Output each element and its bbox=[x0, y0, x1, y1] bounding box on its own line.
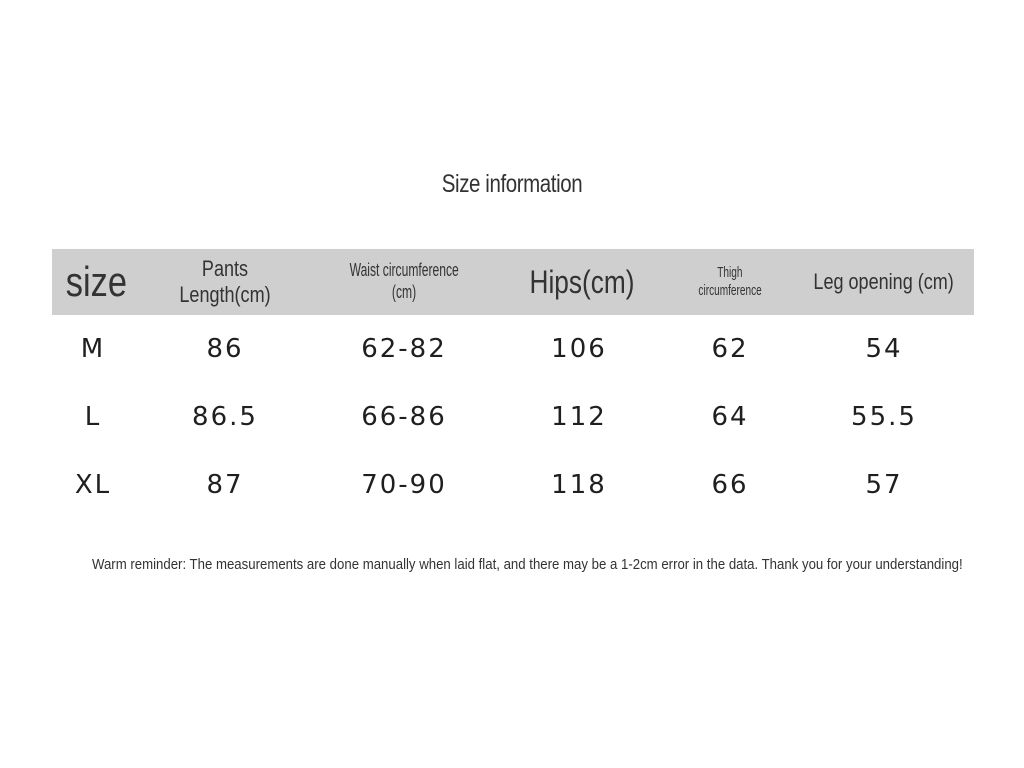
cell-pants-length: 87 bbox=[206, 470, 244, 500]
header-thigh-line1: Thigh bbox=[717, 264, 743, 281]
header-waist-line1: Waist circumference bbox=[349, 260, 459, 281]
header-thigh bbox=[666, 249, 794, 315]
header-waist bbox=[310, 249, 498, 315]
header-size: size bbox=[65, 257, 127, 305]
cell-thigh: 66 bbox=[711, 470, 749, 500]
cell-leg-opening: 54 bbox=[865, 334, 903, 364]
table-row bbox=[52, 315, 974, 383]
table-row bbox=[52, 383, 974, 451]
header-waist-line2: (cm) bbox=[391, 282, 417, 302]
cell-thigh: 64 bbox=[711, 402, 749, 432]
cell-size: L bbox=[84, 402, 102, 432]
cell-pants-length: 86.5 bbox=[192, 402, 258, 432]
cell-hips: 118 bbox=[551, 470, 607, 500]
page-title: Size information bbox=[441, 170, 583, 198]
cell-thigh: 62 bbox=[711, 334, 749, 364]
table-header-row bbox=[52, 249, 974, 315]
cell-size: XL bbox=[74, 470, 112, 500]
header-leg-opening: Leg opening (cm) bbox=[813, 268, 955, 294]
header-pants-length: Pants Length(cm) bbox=[179, 255, 271, 307]
header-hips: Hips(cm) bbox=[529, 263, 635, 300]
warm-reminder-note: Warm reminder: The measurements are done manually when laid flat, and there may be a 1-2cm error in the data. Thank you for your understanding! bbox=[92, 556, 963, 573]
cell-waist: 70-90 bbox=[361, 470, 447, 500]
table-row bbox=[52, 451, 974, 519]
cell-hips: 112 bbox=[551, 402, 607, 432]
cell-hips: 106 bbox=[551, 334, 607, 364]
cell-leg-opening: 57 bbox=[865, 470, 903, 500]
size-table bbox=[52, 249, 974, 519]
cell-waist: 62-82 bbox=[361, 334, 447, 364]
cell-waist: 66-86 bbox=[361, 402, 447, 432]
cell-leg-opening: 55.5 bbox=[851, 402, 917, 432]
header-thigh-line2: circumference bbox=[698, 282, 762, 299]
cell-pants-length: 86 bbox=[206, 334, 244, 364]
cell-size: M bbox=[80, 334, 106, 364]
